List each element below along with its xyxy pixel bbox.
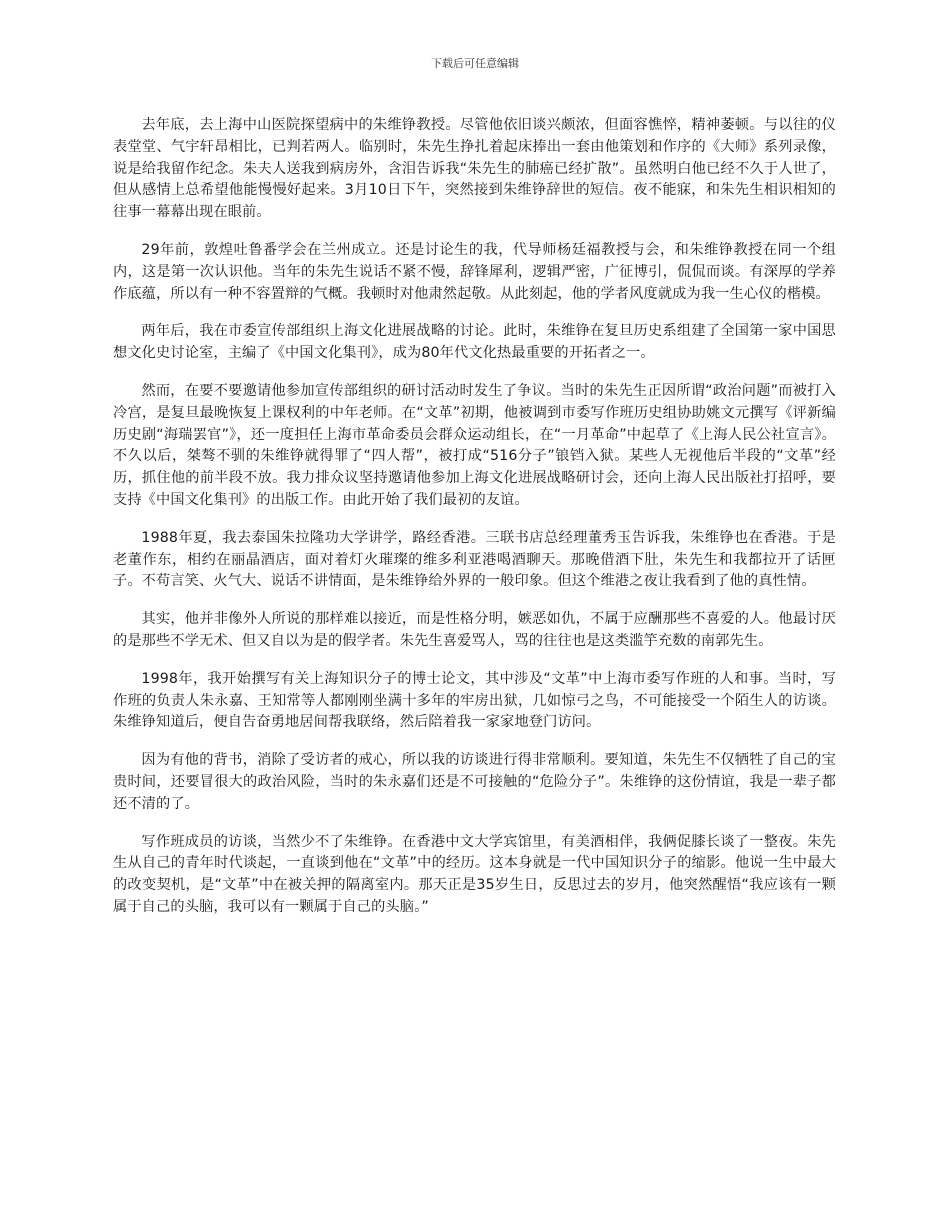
article-body (113, 115, 836, 935)
paragraph-4: 然而，在要不要邀请他参加宣传部组织的研讨活动时发生了争议。当时的朱先生正因所谓“政治问题”而被打入冷宫，是复旦最晚恢复上课权利的中年老师。在“文革”初期，他被调到市委写作班历史组协助姚文元撰写《评新编历史剧“海瑞罢官”》，还一度担任上海市革命委员会群众运动组长，在“一月革命”中起草了《上海人民公社宣言》。不久以后，桀骜不驯的朱维铮就得罪了“四人帮”，被打成“516分子”锒铛入狱。某些人无视他后半段的“文革”经历，抓住他的前半段不放。我力排众议坚持邀请他参加上海文化进展战略研讨会，还向上海人民出版社打招呼，要支持《中国文化集刊》的出版工作。由此开始了我们最初的友谊。 (113, 382, 836, 508)
paragraph-3: 两年后，我在市委宣传部组织上海文化进展战略的讨论。此时，朱维铮在复旦历史系组建了全国第一家中国思想文化史讨论室，主编了《中国文化集刊》，成为80年代文化热最重要的开拓者之一。 (113, 323, 836, 362)
paragraph-2: 29年前，敦煌吐鲁番学会在兰州成立。还是讨论生的我，代导师杨廷福教授与会，和朱维铮教授在同一个组内，这是第一次认识他。当年的朱先生说话不紧不慢，辞锋犀利，逻辑严密，广征博引，侃侃而谈。有深厚的学养作底蕴，所以有一种不容置辩的气概。我顿时对他肃然起敬。从此刻起，他的学者风度就成为我一生心仪的楷模。 (113, 241, 836, 302)
paragraph-9: 写作班成员的访谈，当然少不了朱维铮。在香港中文大学宾馆里，有美酒相伴，我俩促膝长谈了一整夜。朱先生从自己的青年时代谈起，一直谈到他在“文革”中的经历。这本身就是一代中国知识分子的缩影。他说一生中最大的改变契机，是“文革”中在被关押的隔离室内。那天正是35岁生日，反思过去的岁月，他突然醒悟“我应该有一颗属于自己的头脑，我可以有一颗属于自己的头脑。” (113, 833, 836, 915)
paragraph-6: 其实，他并非像外人所说的那样难以接近，而是性格分明，嫉恶如仇，不属于应酬那些不喜爱的人。他最讨厌的是那些不学无术、但又自以为是的假学者。朱先生喜爱骂人，骂的往往也是这类滥竽充数的南郭先生。 (113, 611, 836, 649)
paragraph-8: 因为有他的背书，消除了受访者的戒心，所以我的访谈进行得非常顺利。要知道，朱先生不仅牺牲了自己的宝贵时间，还要冒很大的政治风险，当时的朱永嘉们还是不可接触的“危险分子”。朱维铮的这份情谊，我是一辈子都还不清的了。 (113, 752, 836, 812)
page-header: 下载后可任意编辑 (431, 57, 519, 70)
paragraph-5: 1988年夏，我去泰国朱拉隆功大学讲学，路经香港。三联书店总经理董秀玉告诉我，朱维铮也在香港。于是老董作东，相约在丽晶酒店，面对着灯火璀璨的维多利亚港喝酒聊天。那晚借酒下肚，朱先生和我都拉开了话匣子。不苟言笑、火气大、说话不讲情面，是朱维铮给外界的一般印象。但这个维港之夜让我看到了他的真性情。 (113, 529, 836, 590)
paragraph-1: 去年底，去上海中山医院探望病中的朱维铮教授。尽管他依旧谈兴颇浓，但面容憔悴，精神萎顿。与以往的仪表堂堂、气宇轩昂相比，已判若两人。临别时，朱先生挣扎着起床捧出一套由他策划和作序的《大师》系列录像，说是给我留作纪念。朱夫人送我到病房外，含泪告诉我“朱先生的肺癌已经扩散”。虽然明白他已经不久于人世了，但从感情上总希望他能慢慢好起来。3月10日下午，突然接到朱维铮辞世的短信。夜不能寐，和朱先生相识相知的往事一幕幕出现在眼前。 (113, 117, 836, 221)
paragraph-7: 1998年，我开始撰写有关上海知识分子的博士论文，其中涉及“文革”中上海市委写作班的人和事。当时，写作班的负责人朱永嘉、王知常等人都刚刚坐满十多年的牢房出狱，几如惊弓之鸟，不可能接受一个陌生人的访谈。朱维铮知道后，便自告奋勇地居间帮我联络，然后陪着我一家家地登门访问。 (113, 670, 836, 731)
